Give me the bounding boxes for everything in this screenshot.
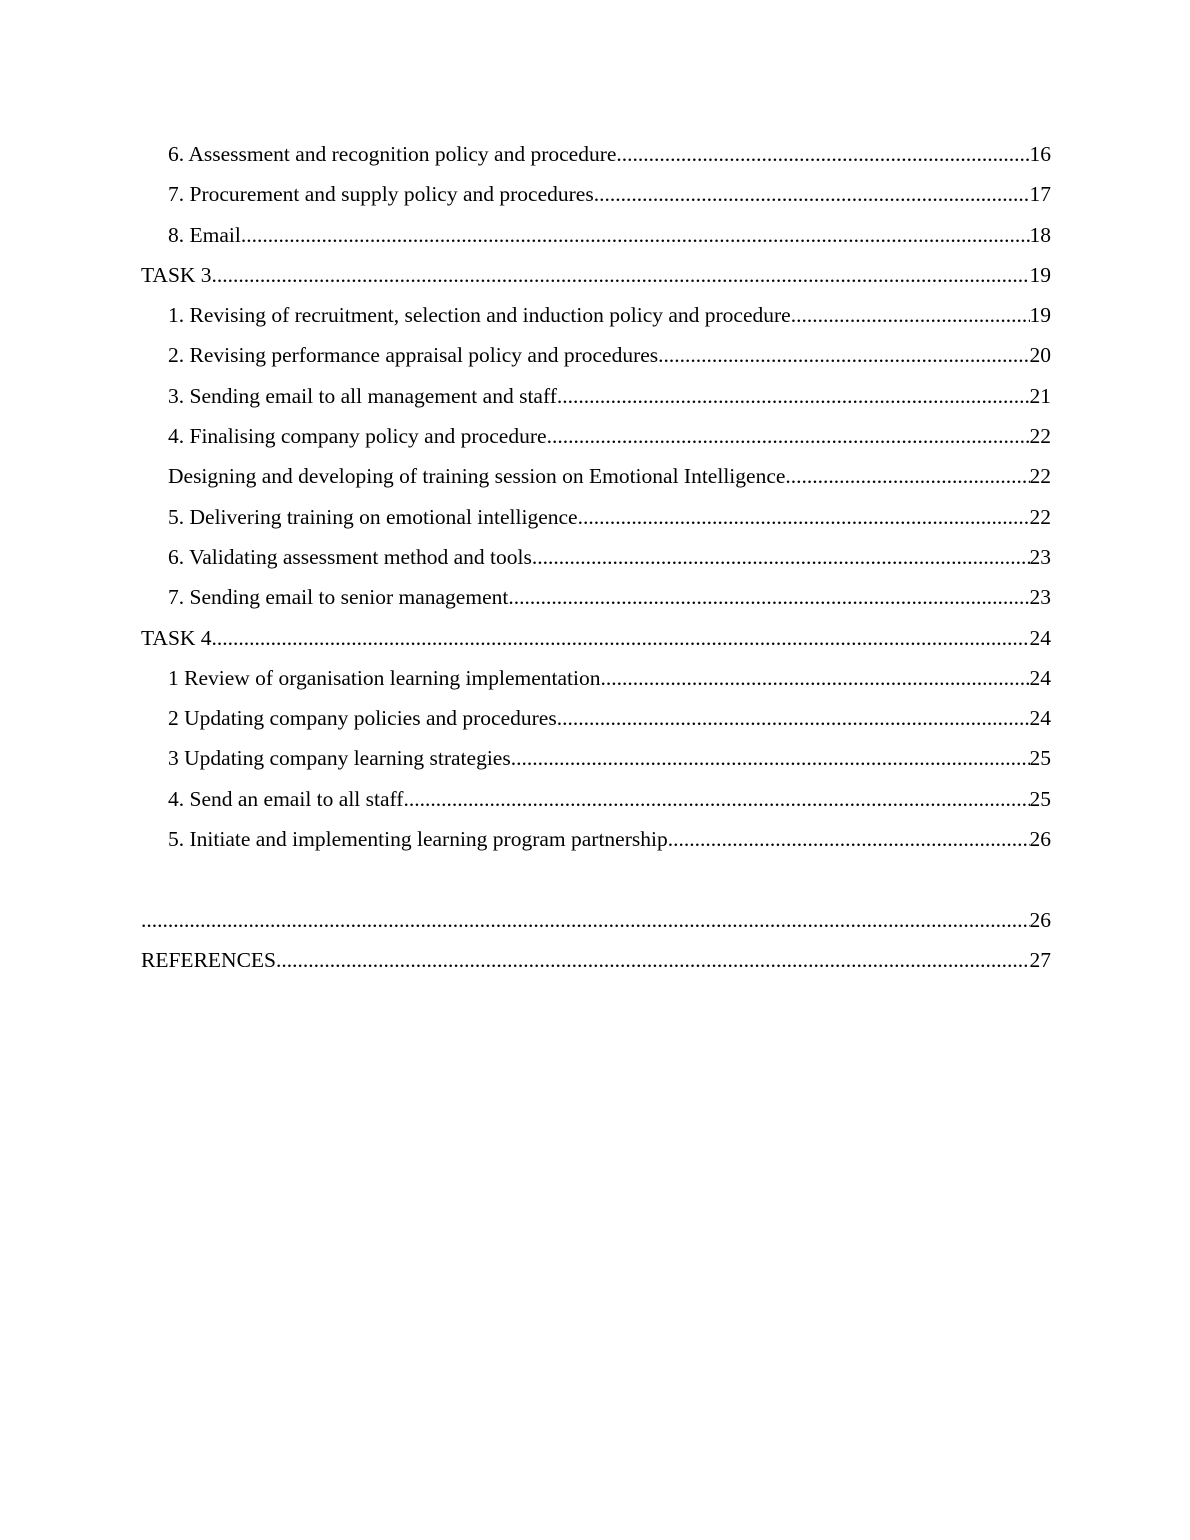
toc-entry[interactable] <box>141 376 1051 416</box>
toc-dot-leader <box>557 698 1030 738</box>
toc-dot-leader <box>791 295 1030 335</box>
toc-entry-page: 25 <box>1029 746 1051 771</box>
toc-entry-page: 18 <box>1029 222 1051 247</box>
toc-dot-leader <box>557 376 1030 416</box>
toc-entry-title: 1 Review of organisation learning implementation <box>168 665 601 690</box>
toc-entry-title: TASK 4 <box>141 625 212 650</box>
toc-entry-title: 8. Email <box>168 222 241 247</box>
toc-entry-page: 19 <box>1029 303 1051 328</box>
toc-entry-title: 3 Updating company learning strategies <box>168 746 511 771</box>
toc-entry[interactable] <box>141 698 1051 738</box>
toc-entry-page: 23 <box>1029 585 1051 610</box>
toc-entry-title: 5. Delivering training on emotional intelligence <box>168 504 578 529</box>
toc-heading-entry[interactable] <box>141 940 1051 980</box>
toc-dot-leader <box>511 738 1030 778</box>
toc-entry-title: 7. Procurement and supply policy and procedures <box>168 182 594 207</box>
toc-dot-leader <box>547 416 1030 456</box>
toc-dot-leader <box>403 779 1029 819</box>
toc-entry-title: 2 Updating company policies and procedures <box>168 706 557 731</box>
toc-dot-leader <box>141 900 1030 940</box>
toc-entry-title: 3. Sending email to all management and staff <box>168 383 557 408</box>
toc-dot-leader <box>212 618 1030 658</box>
toc-dot-leader <box>668 819 1030 859</box>
toc-entry-page: 22 <box>1029 464 1051 489</box>
toc-dot-leader <box>616 134 1029 174</box>
toc-dot-leader <box>578 497 1030 537</box>
toc-entry[interactable] <box>141 295 1051 335</box>
toc-dot-leader <box>508 577 1029 617</box>
toc-entry[interactable] <box>141 819 1051 859</box>
toc-entry-page: 26 <box>1029 907 1051 932</box>
toc-entry-page: 26 <box>1029 827 1051 852</box>
toc-entry-page: 27 <box>1029 947 1051 972</box>
toc-entry-page: 22 <box>1029 504 1051 529</box>
toc-entry-page: 19 <box>1029 262 1051 287</box>
toc-dot-leader <box>658 335 1029 375</box>
toc-entry-page: 23 <box>1029 544 1051 569</box>
toc-entry-page: 21 <box>1029 383 1051 408</box>
toc-entry[interactable] <box>141 658 1051 698</box>
toc-entry-title: 5. Initiate and implementing learning program partnership <box>168 827 668 852</box>
toc-entry-page: 25 <box>1029 786 1051 811</box>
toc-entry-title: REFERENCES <box>141 947 276 972</box>
toc-entry-title: Designing and developing of training session on Emotional Intelligence <box>168 464 786 489</box>
toc-heading-entry[interactable] <box>141 255 1051 295</box>
toc-entry-title: 6. Validating assessment method and tools <box>168 544 532 569</box>
toc-entry[interactable] <box>141 497 1051 537</box>
toc-entry[interactable] <box>141 537 1051 577</box>
toc-entry-page: 16 <box>1029 142 1051 166</box>
toc-entry-title: 6. Assessment and recognition policy and procedure <box>168 142 617 166</box>
toc-entry-page: 24 <box>1029 625 1051 650</box>
toc-heading-entry[interactable] <box>141 900 1051 940</box>
table-of-contents <box>141 134 1051 980</box>
toc-entry-title: 4. Finalising company policy and procedure <box>168 424 547 449</box>
toc-heading-entry[interactable] <box>141 618 1051 658</box>
toc-dot-leader <box>594 174 1030 214</box>
toc-entry-page: 24 <box>1029 665 1051 690</box>
toc-entry[interactable] <box>141 416 1051 456</box>
toc-entry[interactable] <box>141 456 1051 496</box>
toc-entry[interactable] <box>141 577 1051 617</box>
toc-entry-title: 2. Revising performance appraisal policy and procedures <box>168 343 659 368</box>
toc-entry[interactable] <box>141 738 1051 778</box>
toc-entry-title: 1. Revising of recruitment, selection and induction policy and procedure <box>168 303 791 328</box>
toc-entry-page: 20 <box>1029 343 1051 368</box>
toc-dot-leader <box>241 215 1030 255</box>
toc-dot-leader <box>276 940 1030 980</box>
toc-entry-title: 7. Sending email to senior management <box>168 585 509 610</box>
toc-entry[interactable] <box>141 335 1051 375</box>
toc-entry-page: 17 <box>1029 182 1051 207</box>
toc-entry-page: 24 <box>1029 706 1051 731</box>
toc-dot-leader <box>532 537 1030 577</box>
toc-entry[interactable] <box>141 215 1051 255</box>
toc-dot-leader <box>785 456 1029 496</box>
toc-entry[interactable] <box>141 779 1051 819</box>
toc-entry-title: 4. Send an email to all staff <box>168 786 404 811</box>
toc-dot-leader <box>212 255 1030 295</box>
toc-entry-page: 22 <box>1029 424 1051 449</box>
toc-entry[interactable] <box>141 174 1051 214</box>
toc-entry-title: TASK 3 <box>141 262 212 287</box>
toc-entry[interactable] <box>141 134 1051 174</box>
toc-blank-line <box>141 859 1051 899</box>
toc-dot-leader <box>601 658 1030 698</box>
